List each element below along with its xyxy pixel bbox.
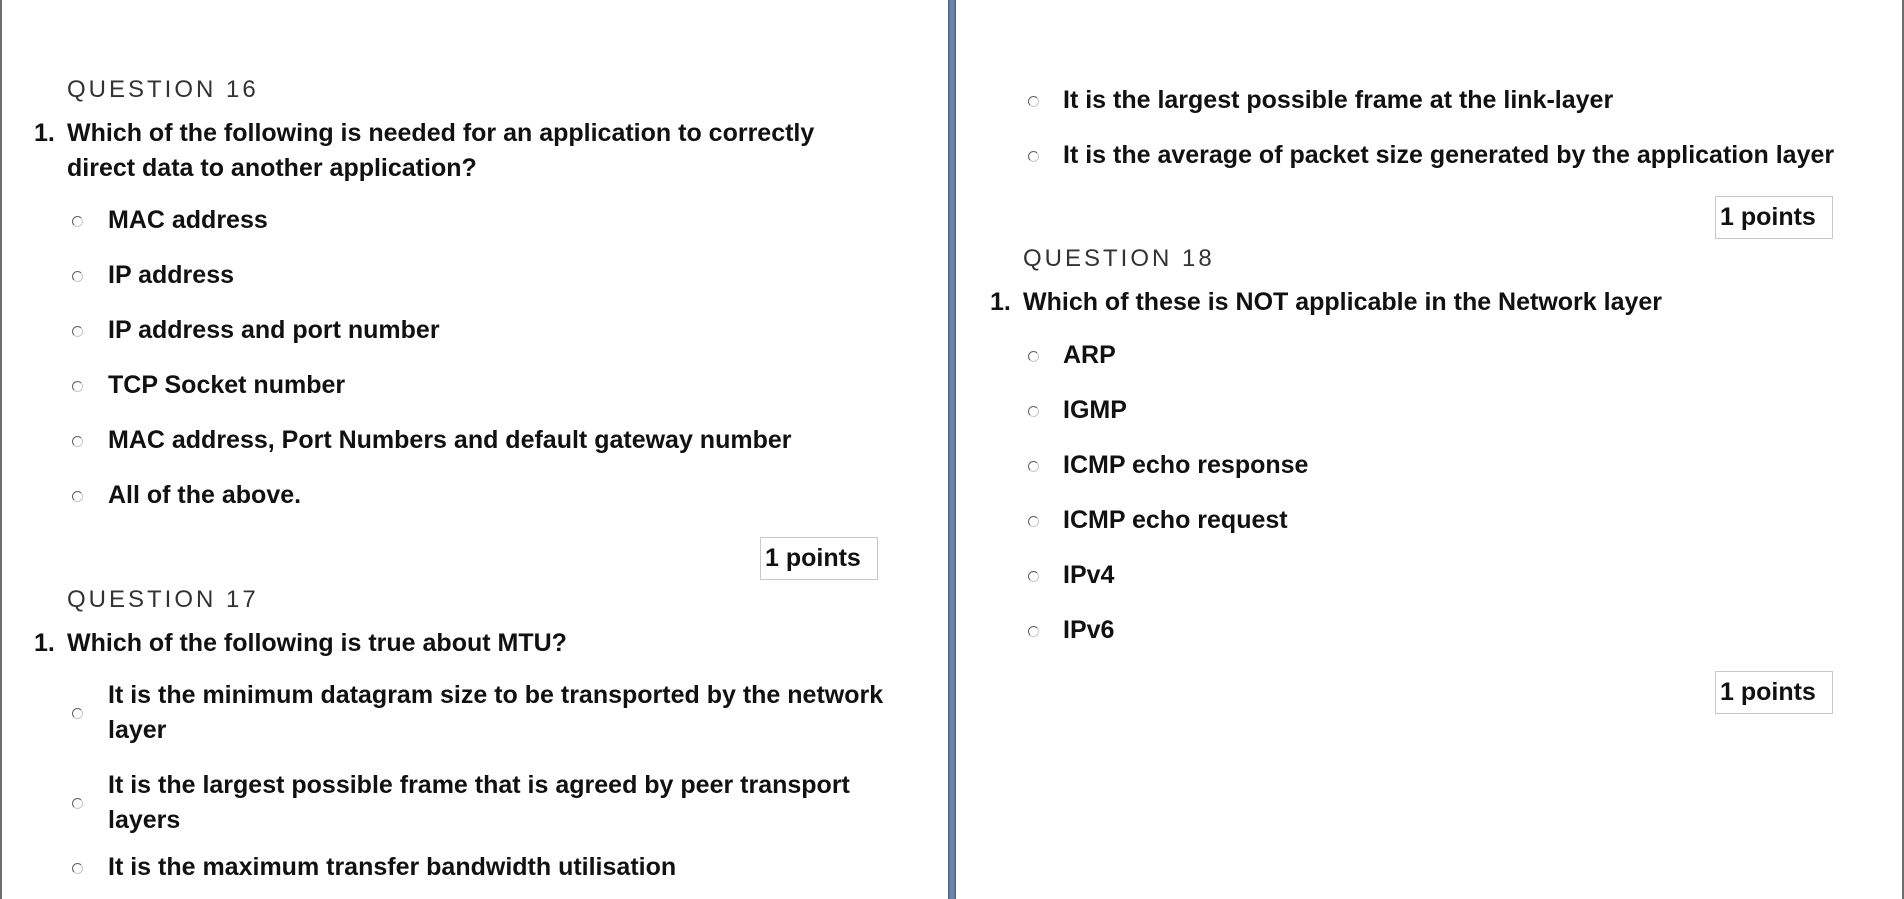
option-label: It is the largest possible frame that is agreed by peer transport layers bbox=[108, 771, 850, 834]
option-label: It is the largest possible frame at the link-layer bbox=[1063, 86, 1614, 114]
answer-option[interactable] bbox=[956, 448, 1856, 483]
radio-button-icon[interactable] bbox=[1028, 406, 1039, 417]
answer-option[interactable] bbox=[0, 678, 900, 748]
option-label: TCP Socket number bbox=[108, 371, 346, 399]
answer-option[interactable] bbox=[0, 423, 900, 458]
option-label: MAC address bbox=[108, 206, 268, 234]
question-prompt: Which of these is NOT applicable in the Network layer bbox=[1023, 288, 1663, 316]
radio-button-icon[interactable] bbox=[1028, 626, 1039, 637]
option-label: IGMP bbox=[1063, 396, 1127, 424]
question-prompt: Which of the following is true about MTU? bbox=[67, 629, 567, 657]
question-number: 1. bbox=[990, 288, 1011, 316]
question-heading: QUESTION 16 bbox=[67, 76, 259, 103]
answer-option[interactable] bbox=[0, 478, 900, 513]
points-badge: 1 points bbox=[1715, 196, 1833, 239]
answer-option[interactable] bbox=[0, 768, 900, 838]
answer-option[interactable] bbox=[0, 203, 900, 238]
answer-option[interactable] bbox=[956, 138, 1856, 173]
option-label: ARP bbox=[1063, 341, 1116, 369]
question-prompt: Which of the following is needed for an application to correctly direct data to another application? bbox=[67, 119, 815, 182]
answer-option[interactable] bbox=[0, 313, 900, 348]
radio-button-icon[interactable] bbox=[72, 381, 83, 392]
option-label: It is the minimum datagram size to be transported by the network layer bbox=[108, 681, 884, 744]
radio-button-icon[interactable] bbox=[72, 271, 83, 282]
radio-button-icon[interactable] bbox=[1028, 516, 1039, 527]
option-label: IP address and port number bbox=[108, 316, 440, 344]
option-label: ICMP echo request bbox=[1063, 506, 1288, 534]
answer-option[interactable] bbox=[0, 368, 900, 403]
points-badge: 1 points bbox=[760, 537, 878, 580]
points-badge: 1 points bbox=[1715, 671, 1833, 714]
question-number: 1. bbox=[34, 119, 55, 147]
option-label: It is the average of packet size generated by the application layer bbox=[1063, 141, 1835, 169]
option-label: IPv6 bbox=[1063, 616, 1115, 644]
answer-option[interactable] bbox=[956, 613, 1856, 648]
radio-button-icon[interactable] bbox=[1028, 461, 1039, 472]
option-label: IPv4 bbox=[1063, 561, 1115, 589]
radio-button-icon[interactable] bbox=[72, 326, 83, 337]
option-label: All of the above. bbox=[108, 481, 302, 509]
question-text bbox=[34, 116, 887, 186]
radio-button-icon[interactable] bbox=[72, 491, 83, 502]
option-label: ICMP echo response bbox=[1063, 451, 1309, 479]
radio-button-icon[interactable] bbox=[1028, 571, 1039, 582]
radio-button-icon[interactable] bbox=[1028, 151, 1039, 162]
page-right bbox=[956, 0, 1902, 899]
option-label: MAC address, Port Numbers and default gateway number bbox=[108, 426, 792, 454]
answer-option[interactable] bbox=[956, 503, 1856, 538]
answer-option[interactable] bbox=[0, 850, 900, 885]
page-divider bbox=[948, 0, 956, 899]
question-text bbox=[34, 626, 887, 661]
radio-button-icon[interactable] bbox=[1028, 96, 1039, 107]
radio-button-icon[interactable] bbox=[72, 798, 83, 809]
answer-option[interactable] bbox=[956, 393, 1856, 428]
page-left bbox=[0, 0, 948, 899]
answer-option[interactable] bbox=[956, 338, 1856, 373]
option-label: It is the maximum transfer bandwidth utilisation bbox=[108, 853, 677, 881]
answer-option[interactable] bbox=[956, 558, 1856, 593]
answer-option[interactable] bbox=[956, 83, 1856, 118]
radio-button-icon[interactable] bbox=[72, 863, 83, 874]
option-label: IP address bbox=[108, 261, 235, 289]
question-text bbox=[990, 285, 1843, 320]
radio-button-icon[interactable] bbox=[72, 708, 83, 719]
radio-button-icon[interactable] bbox=[72, 216, 83, 227]
question-heading: QUESTION 17 bbox=[67, 586, 259, 613]
answer-option[interactable] bbox=[0, 258, 900, 293]
radio-button-icon[interactable] bbox=[1028, 351, 1039, 362]
question-heading: QUESTION 18 bbox=[1023, 245, 1215, 272]
question-number: 1. bbox=[34, 629, 55, 657]
radio-button-icon[interactable] bbox=[72, 436, 83, 447]
